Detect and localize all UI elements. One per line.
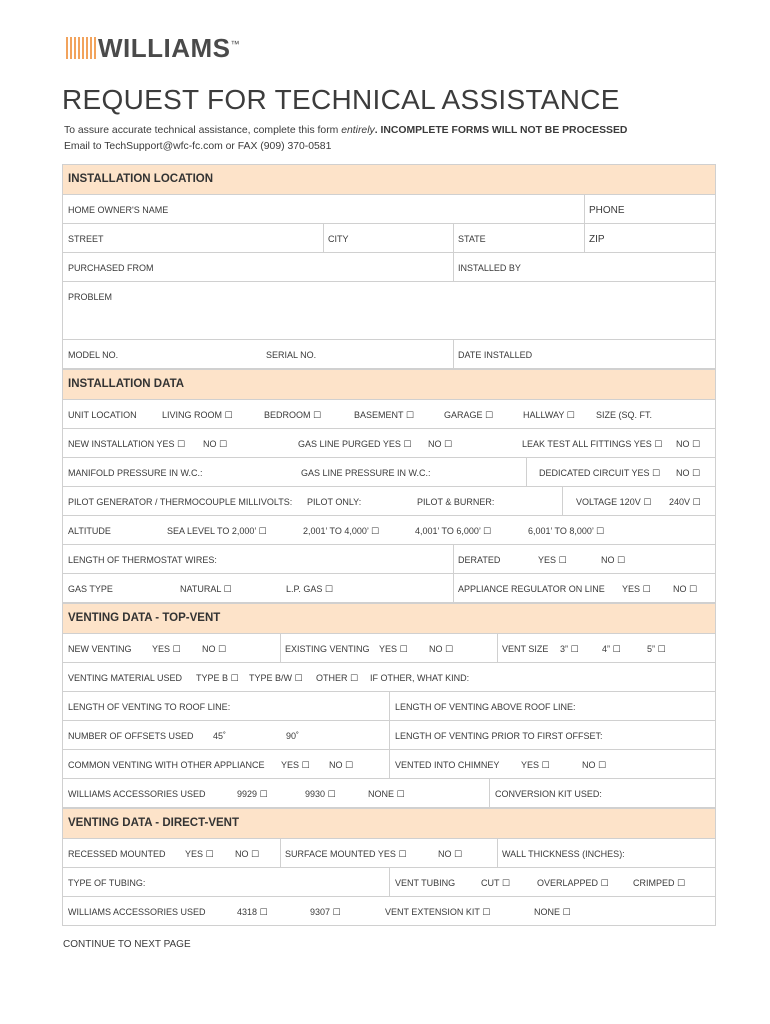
new-installation-yes[interactable]: NEW INSTALLATION YES ☐ [68, 439, 186, 449]
garage-checkbox[interactable]: GARAGE ☐ [444, 410, 494, 420]
altitude-6001-checkbox[interactable]: 6,001’ TO 8,000’ ☐ [528, 526, 605, 536]
form-row [63, 282, 715, 340]
surface-mounted-no[interactable]: NO ☐ [438, 849, 463, 859]
altitude-sea-level-checkbox[interactable]: SEA LEVEL TO 2,000’ ☐ [167, 526, 267, 536]
length-prior-offset-field[interactable]: LENGTH OF VENTING PRIOR TO FIRST OFFSET: [395, 731, 603, 741]
new-venting-label: NEW VENTING [68, 644, 132, 654]
form-row [63, 839, 715, 868]
direct-accessory-none-checkbox[interactable]: NONE ☐ [534, 907, 571, 917]
form-row [63, 574, 715, 603]
page-title: REQUEST FOR TECHNICAL ASSISTANCE [62, 84, 620, 115]
derated-label: DERATED [458, 555, 501, 565]
existing-venting-label: EXISTING VENTING [285, 644, 370, 654]
williams-logo [66, 35, 240, 61]
problem-field[interactable]: PROBLEM [68, 292, 113, 302]
section-installation-location: INSTALLATION LOCATION [63, 164, 715, 195]
pilot-generator-label: PILOT GENERATOR / THERMOCOUPLE MILLIVOLTS: [68, 497, 293, 507]
state-field[interactable]: STATE [458, 234, 486, 244]
lp-gas-checkbox[interactable]: L.P. GAS ☐ [286, 584, 333, 594]
accessories-label: WILLIAMS ACCESSORIES USED [68, 789, 206, 799]
venting-material-label: VENTING MATERIAL USED [68, 673, 183, 683]
accessory-9930-checkbox[interactable]: 9930 ☐ [305, 789, 336, 799]
type-bw-checkbox[interactable]: TYPE B/W ☐ [249, 673, 303, 683]
offsets-label: NUMBER OF OFFSETS USED [68, 731, 194, 741]
crimped-checkbox[interactable]: CRIMPED ☐ [633, 878, 686, 888]
gas-purged-no[interactable]: NO ☐ [428, 439, 453, 449]
new-venting-yes[interactable]: YES ☐ [152, 644, 181, 654]
form-row [63, 253, 715, 282]
type-of-tubing-field[interactable]: TYPE OF TUBING: [68, 878, 146, 888]
form-row [63, 545, 715, 574]
common-venting-yes[interactable]: YES ☐ [281, 760, 310, 770]
recessed-label: RECESSED MOUNTED [68, 849, 166, 859]
natural-gas-checkbox[interactable]: NATURAL ☐ [180, 584, 232, 594]
gas-line-pressure-field[interactable]: GAS LINE PRESSURE IN W.C.: [301, 468, 431, 478]
unit-location-label: UNIT LOCATION [68, 410, 137, 420]
form-row [63, 868, 715, 897]
accessory-9307-checkbox[interactable]: 9307 ☐ [310, 907, 341, 917]
intro-line-2: Email to TechSupport@wfc-fc.com or FAX (909) 370-0581 [64, 141, 332, 152]
common-venting-no[interactable]: NO ☐ [329, 760, 354, 770]
altitude-2001-checkbox[interactable]: 2,001’ TO 4,000’ ☐ [303, 526, 380, 536]
date-installed-field[interactable]: DATE INSTALLED [458, 350, 533, 360]
home-owner-field[interactable]: HOME OWNER'S NAME [68, 205, 169, 215]
street-field[interactable]: STREET [68, 234, 104, 244]
continue-next-page: CONTINUE TO NEXT PAGE [63, 939, 191, 950]
dedicated-circuit-yes[interactable]: DEDICATED CIRCUIT YES ☐ [539, 468, 661, 478]
form-row [63, 458, 715, 487]
purchased-from-field[interactable]: PURCHASED FROM [68, 263, 154, 273]
brand-name: WILLIAMS [98, 33, 231, 63]
assistance-form [62, 164, 716, 926]
logo-stripes-icon [66, 37, 96, 59]
form-row [63, 897, 715, 926]
cut-checkbox[interactable]: CUT ☐ [481, 878, 510, 888]
other-checkbox[interactable]: OTHER ☐ [316, 673, 359, 683]
form-row [63, 692, 715, 721]
direct-accessories-label: WILLIAMS ACCESSORIES USED [68, 907, 206, 917]
accessory-4318-checkbox[interactable]: 4318 ☐ [237, 907, 268, 917]
form-row [63, 516, 715, 545]
form-row [63, 224, 715, 253]
vent-size-3-checkbox[interactable]: 3” ☐ [560, 644, 579, 654]
existing-venting-no[interactable]: NO ☐ [429, 644, 454, 654]
existing-venting-yes[interactable]: YES ☐ [379, 644, 408, 654]
recessed-yes[interactable]: YES ☐ [185, 849, 214, 859]
conversion-kit-field[interactable]: CONVERSION KIT USED: [495, 789, 602, 799]
common-venting-label: COMMON VENTING WITH OTHER APPLIANCE [68, 760, 265, 770]
phone-field[interactable]: PHONE [589, 205, 625, 216]
form-row [63, 487, 715, 516]
form-row [63, 400, 715, 429]
vent-size-4-checkbox[interactable]: 4” ☐ [602, 644, 621, 654]
dedicated-circuit-no[interactable]: NO ☐ [676, 468, 701, 478]
section-installation-data: INSTALLATION DATA [63, 369, 715, 400]
if-other-field[interactable]: IF OTHER, WHAT KIND: [370, 673, 470, 683]
leak-test-no[interactable]: NO ☐ [676, 439, 701, 449]
section-venting-direct: VENTING DATA - DIRECT-VENT [63, 808, 715, 839]
length-above-roof-field[interactable]: LENGTH OF VENTING ABOVE ROOF LINE: [395, 702, 576, 712]
vent-extension-kit-checkbox[interactable]: VENT EXTENSION KIT ☐ [385, 907, 491, 917]
accessory-none-checkbox[interactable]: NONE ☐ [368, 789, 405, 799]
basement-checkbox[interactable]: BASEMENT ☐ [354, 410, 414, 420]
voltage-240-checkbox[interactable]: 240V ☐ [669, 497, 701, 507]
altitude-label: ALTITUDE [68, 526, 111, 536]
chimney-no[interactable]: NO ☐ [582, 760, 607, 770]
thermostat-wires-field[interactable]: LENGTH OF THERMOSTAT WIRES: [68, 555, 217, 565]
derated-no[interactable]: NO ☐ [601, 555, 626, 565]
living-room-checkbox[interactable]: LIVING ROOM ☐ [162, 410, 233, 420]
vent-tubing-label: VENT TUBING [395, 878, 456, 888]
type-b-checkbox[interactable]: TYPE B ☐ [196, 673, 239, 683]
overlapped-checkbox[interactable]: OVERLAPPED ☐ [537, 878, 609, 888]
new-installation-no[interactable]: NO ☐ [203, 439, 228, 449]
bedroom-checkbox[interactable]: BEDROOM ☐ [264, 410, 322, 420]
model-no-field[interactable]: MODEL NO. [68, 350, 119, 360]
section-venting-top: VENTING DATA - TOP-VENT [63, 603, 715, 634]
new-venting-no[interactable]: NO ☐ [202, 644, 227, 654]
size-field[interactable]: SIZE (SQ. FT. [596, 410, 653, 420]
city-field[interactable]: CITY [328, 234, 349, 244]
altitude-4001-checkbox[interactable]: 4,001’ TO 6,000’ ☐ [415, 526, 492, 536]
form-row [63, 634, 715, 663]
length-to-roof-field[interactable]: LENGTH OF VENTING TO ROOF LINE: [68, 702, 231, 712]
chimney-yes[interactable]: YES ☐ [521, 760, 550, 770]
trademark: ™ [230, 39, 240, 49]
form-row [63, 195, 715, 224]
pilot-only-field[interactable]: PILOT ONLY: [307, 497, 362, 507]
derated-yes[interactable]: YES ☐ [538, 555, 567, 565]
pilot-burner-field[interactable]: PILOT & BURNER: [417, 497, 495, 507]
regulator-yes[interactable]: YES ☐ [622, 584, 651, 594]
surface-mounted-yes[interactable]: SURFACE MOUNTED YES ☐ [285, 849, 407, 859]
gas-purged-yes[interactable]: GAS LINE PURGED YES ☐ [298, 439, 412, 449]
leak-test-yes[interactable]: LEAK TEST ALL FITTINGS YES ☐ [522, 439, 663, 449]
form-row [63, 750, 715, 779]
form-row [63, 340, 715, 369]
hallway-checkbox[interactable]: HALLWAY ☐ [523, 410, 575, 420]
form-row [63, 721, 715, 750]
regulator-label: APPLIANCE REGULATOR ON LINE [458, 584, 605, 594]
accessory-9929-checkbox[interactable]: 9929 ☐ [237, 789, 268, 799]
zip-field[interactable]: ZIP [589, 234, 605, 245]
form-row [63, 663, 715, 692]
offset-90-field[interactable]: 90˚ [286, 731, 300, 741]
installed-by-field[interactable]: INSTALLED BY [458, 263, 521, 273]
voltage-120-checkbox[interactable]: VOLTAGE 120V ☐ [576, 497, 652, 507]
intro-line-1: To assure accurate technical assistance, complete this form entirely. INCOMPLETE FORMS WILL NOT BE PROCESSED [64, 125, 628, 136]
chimney-label: VENTED INTO CHIMNEY [395, 760, 500, 770]
regulator-no[interactable]: NO ☐ [673, 584, 698, 594]
wall-thickness-field[interactable]: WALL THICKNESS (INCHES): [502, 849, 625, 859]
vent-size-label: VENT SIZE [502, 644, 549, 654]
manifold-pressure-field[interactable]: MANIFOLD PRESSURE IN W.C.: [68, 468, 203, 478]
recessed-no[interactable]: NO ☐ [235, 849, 260, 859]
gas-type-label: GAS TYPE [68, 584, 113, 594]
form-row [63, 779, 715, 808]
serial-no-field[interactable]: SERIAL NO. [266, 350, 317, 360]
form-row [63, 429, 715, 458]
offset-45-field[interactable]: 45˚ [213, 731, 227, 741]
vent-size-5-checkbox[interactable]: 5” ☐ [647, 644, 666, 654]
